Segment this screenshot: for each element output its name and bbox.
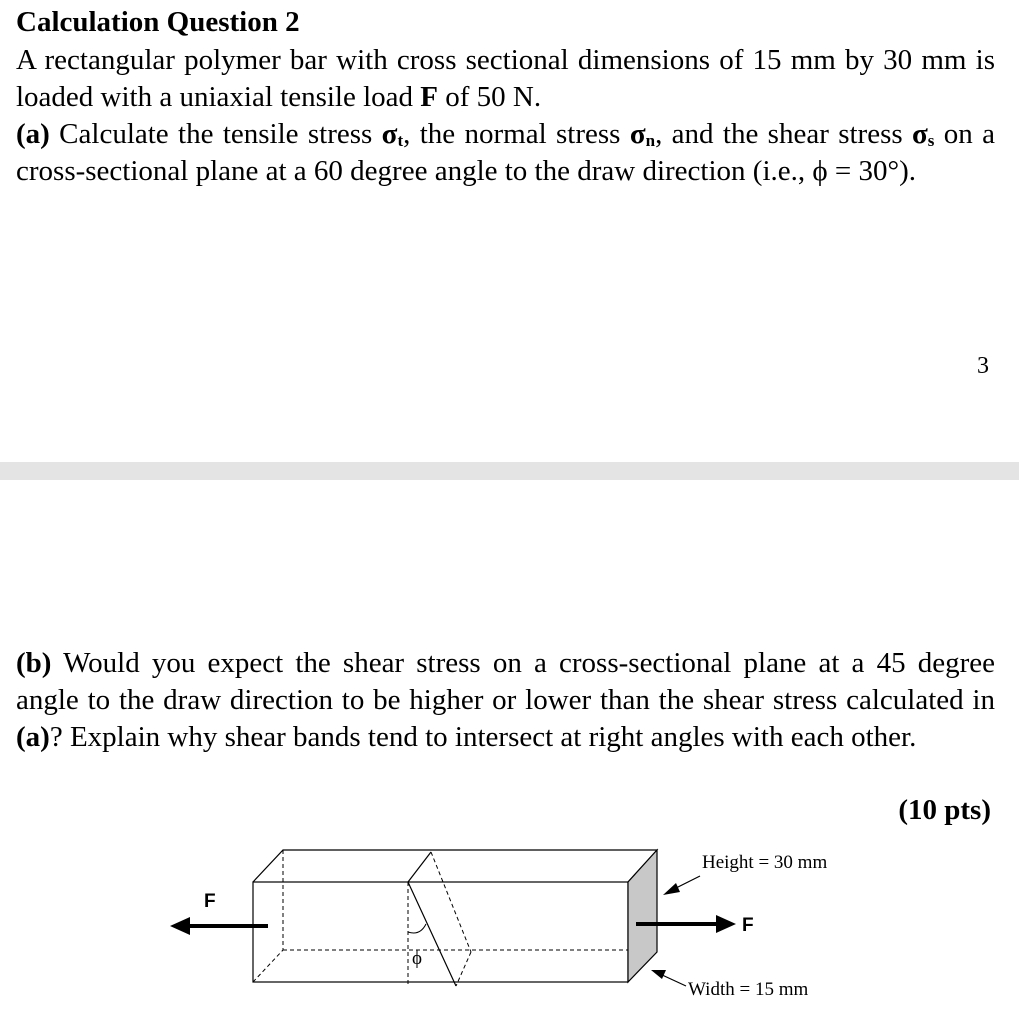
intro-paragraph	[16, 42, 995, 116]
left-force-label: F	[204, 891, 216, 912]
part-a-text-1: Calculate the tensile stress	[49, 118, 382, 150]
points-value: (10 pts)	[898, 794, 991, 826]
part-b-paragraph	[16, 645, 995, 756]
part-a-reference: (a)	[16, 721, 50, 753]
right-force-label: F	[742, 915, 754, 936]
part-a-label: (a)	[16, 118, 50, 150]
part-a-text-2: , the normal stress	[403, 118, 630, 150]
sigma-n-char: σ	[629, 118, 646, 150]
sigma-n-subscript: n	[645, 131, 656, 150]
sigma-t-subscript: t	[397, 131, 404, 150]
angle-symbol: ϕ	[412, 948, 423, 969]
load-symbol: F	[420, 81, 438, 113]
sigma-t-symbol	[382, 118, 403, 150]
part-a-text-3: , and the shear stress	[655, 118, 913, 150]
page-number: 3	[977, 353, 989, 379]
sigma-n-symbol	[630, 118, 655, 150]
sigma-s-subscript: s	[927, 131, 935, 150]
sigma-t-char: σ	[381, 118, 398, 150]
intro-text-1: A rectangular polymer bar with cross sectional dimensions of 15 mm by 30 mm is loaded with a uniaxial tensile load	[16, 44, 995, 113]
part-b-text-2: ? Explain why shear bands tend to intersect at right angles with each other.	[49, 721, 917, 753]
question-title: Calculation Question 2	[16, 6, 300, 38]
page-divider	[0, 462, 1019, 480]
height-pointer	[663, 876, 700, 895]
hidden-edges	[253, 850, 632, 986]
sigma-s-symbol	[912, 118, 934, 150]
height-label: Height = 30 mm	[702, 852, 828, 873]
bar-outline	[253, 850, 657, 986]
intro-text-2: of 50 N.	[438, 81, 542, 113]
part-b-text-1: Would you expect the shear stress on a cross-sectional plane at a 45 degree angle to the draw direction to be higher or lower than the shear stress calculated in	[16, 647, 995, 716]
bar-diagram	[0, 840, 1019, 1024]
bar-end-face	[628, 850, 657, 982]
part-b-label: (b)	[16, 647, 52, 679]
part-a-paragraph	[16, 116, 995, 190]
angle-arc	[408, 924, 426, 933]
width-pointer	[651, 970, 686, 986]
width-label: Width = 15 mm	[688, 979, 809, 1000]
part-a-text-4: on a cross-sectional plane at a 60 degree angle to the draw direction (i.e., ϕ = 30°).	[16, 118, 996, 187]
sigma-s-char: σ	[912, 118, 928, 150]
